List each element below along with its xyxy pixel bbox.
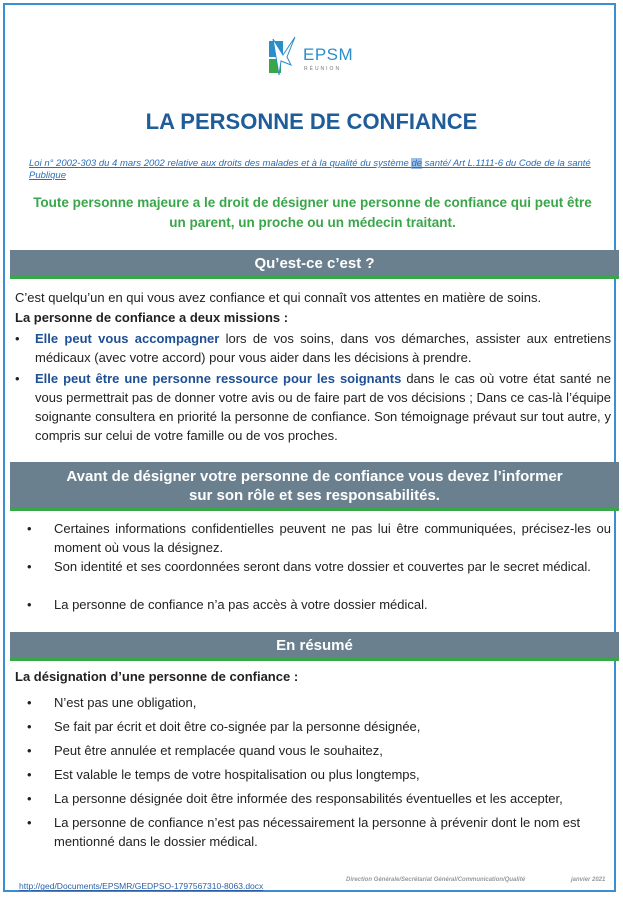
law-text-2: santé/ Art L.1111-6 du Code de la santé Publique (29, 158, 591, 181)
law-highlight: de (411, 158, 423, 169)
list-item-text: La personne de confiance n’est pas nécessairement la personne à prévenir dont le nom est mentionné dans le dossier médical. (54, 815, 581, 849)
section2-heading-line1: Avant de désigner votre personne de confiance vous devez l’informer (66, 468, 563, 485)
list-item (27, 595, 611, 614)
list-item-text: N’est pas une obligation, (54, 695, 197, 710)
bird-logo-icon (267, 35, 297, 81)
list-item (27, 717, 611, 736)
list-item-text: Son identité et ses coordonnées seront dans votre dossier et couvertes par le secret médical. (54, 559, 591, 574)
section2-heading-line2: sur son rôle et ses responsabilités. (189, 487, 440, 504)
list-item (27, 765, 611, 784)
logo-brand: EPSM (303, 45, 354, 64)
bullet-dot-icon: • (15, 371, 20, 386)
section1-paragraph: C’est quelqu’un en qui vous avez confiance et qui connaît vos attentes en matière de soins. (15, 290, 542, 305)
bullet-dot-icon: • (27, 695, 32, 710)
mission-item (15, 329, 611, 367)
section-heading-summary: En résumé (10, 632, 619, 661)
mission-text: lors de vos soins, dans vos démarches, assister aux entretiens médicaux (avec votre accord) pour vous aider dans les décisions à prendre. (35, 331, 611, 365)
law-reference-link[interactable] (29, 158, 599, 182)
list-item-text: Peut être annulée et remplacée quand vous le souhaitez, (54, 743, 383, 758)
list-item-text: Se fait par écrit et doit être co-signée par la personne désignée, (54, 719, 421, 734)
list-item (27, 693, 611, 712)
list-item-text: Certaines informations confidentielles peuvent ne pas lui être communiquées, précisez-les ou moment où vous la désignez. (54, 521, 611, 555)
list-item (27, 741, 611, 760)
list-item (27, 557, 611, 576)
bullet-dot-icon: • (27, 719, 32, 734)
bullet-dot-icon: • (27, 791, 32, 806)
intro-statement: Toute personne majeure a le droit de désigner une personne de confiance qui peut être un parent, un proche ou un médecin traitant. (33, 195, 592, 230)
summary-lead: La désignation d’une personne de confiance : (15, 669, 299, 684)
section-heading-before-designating (10, 462, 619, 511)
list-item (27, 813, 611, 851)
footer-date: janvier 2021 (571, 877, 606, 883)
logo-sub: RÉUNION (304, 66, 342, 72)
mission-text: dans le cas où votre état santé ne vous permettrait pas de donner votre avis ou de faire part de vos décisions ; Dans ce cas-là l’équipe soignante consultera en priorité la personne de confiance. Son témoignage prévaut sur tout autre, y compris sur celui de votre famille ou de vos proches. (35, 371, 611, 443)
list-item-text: La personne de confiance n’a pas accès à votre dossier médical. (54, 597, 428, 612)
list-item (27, 519, 611, 557)
mission-item (15, 369, 611, 445)
section-heading-what-is-it: Qu’est-ce c’est ? (10, 250, 619, 279)
page-frame (3, 3, 616, 892)
list-item (27, 789, 611, 808)
bullet-dot-icon: • (27, 521, 32, 536)
bullet-dot-icon: • (27, 767, 32, 782)
mission-lead: Elle peut être une personne ressource pour les soignants (35, 371, 402, 386)
bullet-dot-icon: • (27, 815, 32, 830)
law-text-1: Loi n° 2002-303 du 4 mars 2002 relative aux droits des malades et à la qualité du système (29, 158, 412, 169)
list-item-text: Est valable le temps de votre hospitalisation ou plus longtemps, (54, 767, 420, 782)
mission-lead: Elle peut vous accompagner (35, 331, 220, 346)
bullet-dot-icon: • (27, 743, 32, 758)
footer-department: Direction Générale/Secrétariat Général/Communication/Qualité (346, 877, 526, 883)
bullet-dot-icon: • (27, 597, 32, 612)
bullet-dot-icon: • (15, 331, 20, 346)
missions-title: La personne de confiance a deux missions : (15, 310, 289, 325)
epsm-logo (263, 35, 373, 81)
list-item-text: La personne désignée doit être informée des responsabilités éventuelles et les accepter, (54, 791, 563, 806)
page-title: LA PERSONNE DE CONFIANCE (145, 109, 478, 134)
bullet-dot-icon: • (27, 559, 32, 574)
document-path-link[interactable]: http://ged/Documents/EPSMR/GEDPSO-1797567310-8063.docx (19, 881, 264, 891)
